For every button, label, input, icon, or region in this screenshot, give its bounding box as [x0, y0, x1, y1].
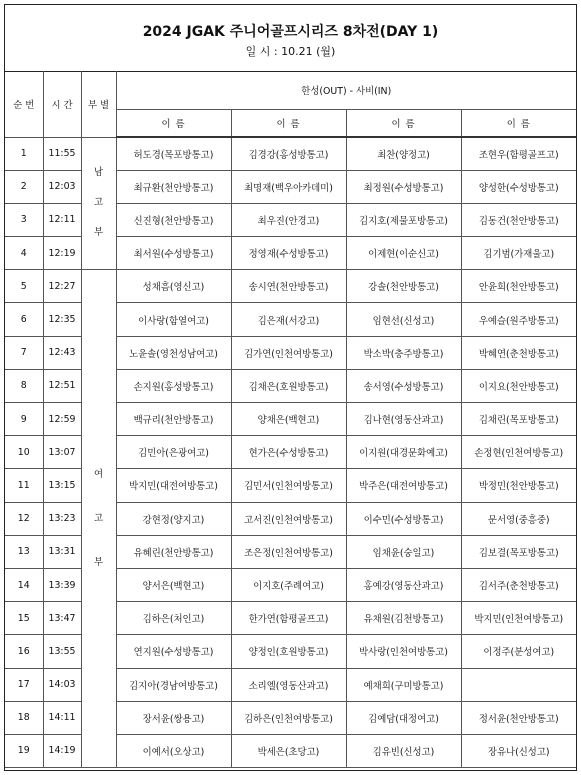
player-cell: 김가연(인천여방통고)	[231, 336, 346, 369]
order-number: 10	[5, 436, 43, 469]
order-number: 9	[5, 403, 43, 436]
tee-time: 12:19	[43, 237, 81, 270]
player-cell: 김지호(제물포방통고)	[346, 203, 461, 236]
player-cell: 조현우(함평골프고)	[461, 137, 576, 170]
order-number: 18	[5, 701, 43, 734]
player-cell: 임현선(신성고)	[346, 303, 461, 336]
order-number: 8	[5, 369, 43, 402]
order-number: 11	[5, 469, 43, 502]
player-cell: 강솔(천안방통고)	[346, 270, 461, 303]
player-cell: 소리엘(영동산과고)	[231, 668, 346, 701]
player-cell: 박혜연(춘천방통고)	[461, 336, 576, 369]
player-cell: 장서윤(쌍용고)	[116, 701, 231, 734]
player-cell: 김나현(영동산과고)	[346, 403, 461, 436]
table-row	[5, 270, 576, 303]
player-cell: 고서진(인천여방통고)	[231, 502, 346, 535]
division-char: 부	[93, 227, 104, 239]
order-number: 15	[5, 602, 43, 635]
player-cell: 김보결(목포방통고)	[461, 535, 576, 568]
column-header-course: 한성(OUT) - 사비(IN)	[116, 71, 576, 109]
player-cell: 정영재(수성방통고)	[231, 237, 346, 270]
player-cell: 안윤희(천안방통고)	[461, 270, 576, 303]
tee-time: 13:55	[43, 635, 81, 668]
order-number: 2	[5, 170, 43, 203]
player-cell: 김지아(경남여방통고)	[116, 668, 231, 701]
column-header-name-2: 이 름	[231, 109, 346, 137]
player-cell: 현가은(수성방통고)	[231, 436, 346, 469]
player-cell: 장유나(신성고)	[461, 734, 576, 767]
player-cell: 이사랑(함열여고)	[116, 303, 231, 336]
tee-time: 13:47	[43, 602, 81, 635]
player-cell: 백규리(천안방통고)	[116, 403, 231, 436]
player-cell: 이정주(분성여고)	[461, 635, 576, 668]
division-char: 고	[93, 512, 104, 524]
division-char: 여	[93, 468, 104, 480]
player-cell: 양성한(수성방통고)	[461, 170, 576, 203]
player-cell: 문서영(중흥중)	[461, 502, 576, 535]
player-cell: 양정인(호원방통고)	[231, 635, 346, 668]
player-cell: 최정원(수성방통고)	[346, 170, 461, 203]
column-header-time: 시 간	[43, 71, 81, 137]
tee-time: 12:51	[43, 369, 81, 402]
order-number: 3	[5, 203, 43, 236]
player-cell: 손지원(홍성방통고)	[116, 369, 231, 402]
player-cell: 이지호(주례여고)	[231, 568, 346, 601]
tee-time: 12:35	[43, 303, 81, 336]
tee-time: 13:23	[43, 502, 81, 535]
tee-time: 12:27	[43, 270, 81, 303]
tee-time: 12:11	[43, 203, 81, 236]
player-cell: 이지요(천안방통고)	[461, 369, 576, 402]
column-header-name-3: 이 름	[346, 109, 461, 137]
division-char: 고	[93, 197, 104, 209]
player-cell: 송시연(천안방통고)	[231, 270, 346, 303]
player-cell: 김동건(천안방통고)	[461, 203, 576, 236]
player-cell: 정서윤(천안방통고)	[461, 701, 576, 734]
tee-time: 13:15	[43, 469, 81, 502]
tee-time: 14:19	[43, 734, 81, 767]
order-number: 19	[5, 734, 43, 767]
player-cell: 최명재(백우아카데미)	[231, 170, 346, 203]
player-cell: 연지원(수성방통고)	[116, 635, 231, 668]
player-cell: 송서영(수성방통고)	[346, 369, 461, 402]
player-cell: 이수민(수성방통고)	[346, 502, 461, 535]
player-cell: 이제현(이순신고)	[346, 237, 461, 270]
player-cell: 이예서(오상고)	[116, 734, 231, 767]
order-number: 6	[5, 303, 43, 336]
player-cell: 박세은(초당고)	[231, 734, 346, 767]
player-cell: 김하은(인천여방통고)	[231, 701, 346, 734]
order-number: 14	[5, 568, 43, 601]
tee-time: 13:39	[43, 568, 81, 601]
title-block	[5, 5, 576, 72]
column-header-order: 순 번	[5, 71, 43, 137]
table-row	[5, 137, 576, 170]
player-cell: 양채은(백현고)	[231, 403, 346, 436]
tee-time: 13:07	[43, 436, 81, 469]
order-number: 12	[5, 502, 43, 535]
player-cell: 허도경(목포방통고)	[116, 137, 231, 170]
player-cell: 김민아(은광여고)	[116, 436, 231, 469]
tee-time: 11:55	[43, 137, 81, 170]
player-cell: 강현정(양지고)	[116, 502, 231, 535]
division-char: 남	[93, 167, 104, 179]
tee-time: 13:31	[43, 535, 81, 568]
division-boys	[81, 137, 116, 270]
player-cell: 예채희(구미방통고)	[346, 668, 461, 701]
player-cell: 김은재(서강고)	[231, 303, 346, 336]
player-cell: 박정민(천안방통고)	[461, 469, 576, 502]
sheet-title: 2024 JGAK 주니어골프시리즈 8차전(DAY 1)	[142, 24, 439, 40]
order-number: 4	[5, 237, 43, 270]
order-number: 7	[5, 336, 43, 369]
player-cell: 김서주(춘천방통고)	[461, 568, 576, 601]
tee-time: 12:03	[43, 170, 81, 203]
order-number: 5	[5, 270, 43, 303]
player-cell: 박소박(충주방통고)	[346, 336, 461, 369]
player-cell: 유채원(김천방통고)	[346, 602, 461, 635]
date-line: 일 시 : 10.21 (월)	[245, 45, 336, 58]
player-cell: 김예담(대정여고)	[346, 701, 461, 734]
order-number: 16	[5, 635, 43, 668]
player-cell: 우예슬(원주방통고)	[461, 303, 576, 336]
tee-time: 14:03	[43, 668, 81, 701]
player-cell: 박지민(인천여방통고)	[461, 602, 576, 635]
division-girls	[81, 270, 116, 768]
player-cell: 박지민(대전여방통고)	[116, 469, 231, 502]
column-header-division: 부 별	[81, 71, 116, 137]
player-cell: 김채린(목포방통고)	[461, 403, 576, 436]
tee-time-sheet	[4, 4, 577, 771]
player-cell: 손정현(인천여방통고)	[461, 436, 576, 469]
order-number: 13	[5, 535, 43, 568]
player-cell: 김하은(처인고)	[116, 602, 231, 635]
player-cell: 신진형(천안방통고)	[116, 203, 231, 236]
player-cell: 조은정(인천여방통고)	[231, 535, 346, 568]
player-cell: 이지원(대경문화예고)	[346, 436, 461, 469]
player-cell: 노윤솔(영천성남여고)	[116, 336, 231, 369]
player-cell: 김경강(홍성방통고)	[231, 137, 346, 170]
player-cell: 한가연(함평골프고)	[231, 602, 346, 635]
player-cell: 김기범(가재울고)	[461, 237, 576, 270]
player-cell: 유혜린(천안방통고)	[116, 535, 231, 568]
tee-time: 12:43	[43, 336, 81, 369]
tee-time: 12:59	[43, 403, 81, 436]
pairing-table	[5, 71, 576, 768]
player-cell: 양서은(백현고)	[116, 568, 231, 601]
player-cell: 홍예강(영동산과고)	[346, 568, 461, 601]
order-number: 1	[5, 137, 43, 170]
player-cell: 최우진(안경고)	[231, 203, 346, 236]
player-cell: 성채흠(영신고)	[116, 270, 231, 303]
header-row-course	[5, 71, 576, 109]
player-cell: 김민서(인천여방통고)	[231, 469, 346, 502]
order-number: 17	[5, 668, 43, 701]
player-cell	[461, 668, 576, 701]
player-cell: 박사랑(인천여방통고)	[346, 635, 461, 668]
player-cell: 최찬(양정고)	[346, 137, 461, 170]
division-char: 부	[93, 556, 104, 568]
player-cell: 김유빈(신성고)	[346, 734, 461, 767]
player-cell: 임채윤(숭일고)	[346, 535, 461, 568]
player-cell: 박주은(대전여방통고)	[346, 469, 461, 502]
column-header-name-1: 이 름	[116, 109, 231, 137]
column-header-name-4: 이 름	[461, 109, 576, 137]
tee-time: 14:11	[43, 701, 81, 734]
player-cell: 최서원(수성방통고)	[116, 237, 231, 270]
player-cell: 김채은(호원방통고)	[231, 369, 346, 402]
player-cell: 최규환(천안방통고)	[116, 170, 231, 203]
